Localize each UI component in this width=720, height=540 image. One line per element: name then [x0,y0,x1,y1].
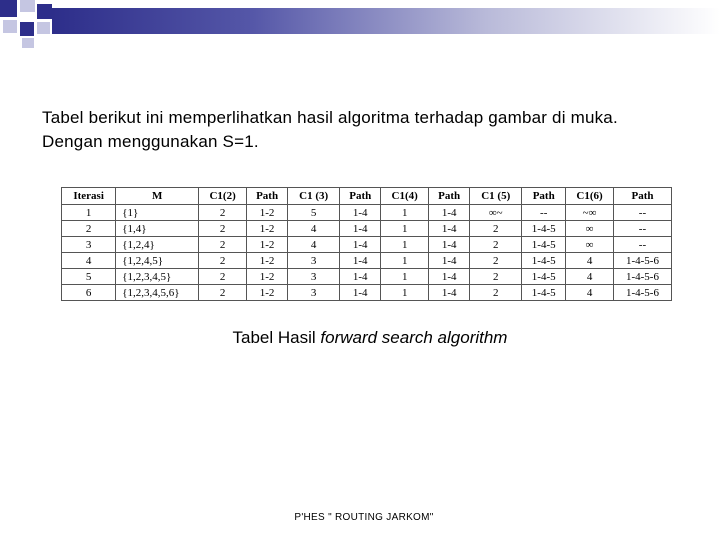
table-cell: 2 [470,253,522,269]
decor-square-light-1 [20,0,35,12]
table-cell: 1 [62,205,116,221]
table-cell: 1 [381,221,429,237]
table-cell: 4 [288,237,340,253]
table-cell: 1-4 [340,237,381,253]
table-cell: ∞ [566,221,614,237]
table-cell: {1} [116,205,199,221]
table-cell: 1-4-5-6 [613,285,671,301]
table-cell: 1-4 [429,253,470,269]
table-cell: 4 [566,269,614,285]
table-cell: 1-4-5-6 [613,269,671,285]
table-cell: 2 [470,269,522,285]
decor-square-light-2 [3,20,17,33]
header-cell: Path [522,188,566,205]
decor-square-dark-2 [37,4,52,19]
table-cell: 1-2 [246,205,287,221]
result-table [61,187,672,301]
header-cell: Path [613,188,671,205]
table-cell: ~∞ [566,205,614,221]
header-cell: Path [246,188,287,205]
table-cell: 1-2 [246,285,287,301]
table-cell: 2 [199,221,247,237]
caption-italic: forward search algorithm [320,328,508,347]
table-cell: 1-2 [246,253,287,269]
table-row [62,285,672,301]
decor-square-dark-1 [0,0,17,17]
table-cell: 5 [62,269,116,285]
footer-text: P'HES " ROUTING JARKOM" [294,512,434,523]
table-cell: -- [613,205,671,221]
table-cell: 1-4 [429,221,470,237]
header-cell: C1 (5) [470,188,522,205]
table-cell: {1,2,3,4,5,6} [116,285,199,301]
table-cell: 2 [199,285,247,301]
header-gradient-bar [52,8,720,34]
table-cell: {1,4} [116,221,199,237]
header-cell: Path [429,188,470,205]
table-cell: 3 [62,237,116,253]
table-cell: 1 [381,205,429,221]
table-cell: 1-4 [340,205,381,221]
table-cell: 1-2 [246,237,287,253]
decor-square-light-3 [37,22,50,34]
table-cell: 2 [199,205,247,221]
table-cell: 1-4 [340,253,381,269]
table-cell: 2 [199,237,247,253]
table-cell: 2 [199,253,247,269]
table-cell: 1 [381,285,429,301]
header-cell: M [116,188,199,205]
table-cell: 2 [62,221,116,237]
table-cell: {1,2,4} [116,237,199,253]
table-cell: 4 [288,221,340,237]
table-cell: ∞ [566,237,614,253]
header-cell: Path [340,188,381,205]
header-cell: C1(4) [381,188,429,205]
table-body [62,205,672,301]
table-cell: 1-4 [429,285,470,301]
table-cell: -- [613,221,671,237]
table-cell: 6 [62,285,116,301]
table-cell: -- [613,237,671,253]
table-cell: 1-4 [429,205,470,221]
decor-square-dark-3 [20,22,34,36]
table-cell: 1-4-5 [522,285,566,301]
table-header-row [62,188,672,205]
table-caption [0,328,720,348]
table-cell: {1,2,4,5} [116,253,199,269]
table-row [62,269,672,285]
table-cell: 1-4 [340,269,381,285]
table-cell: 5 [288,205,340,221]
table-cell: 2 [470,237,522,253]
intro-paragraph: Tabel berikut ini memperlihatkan hasil algoritma terhadap gambar di muka. Dengan menggunakan S=1. [42,108,618,151]
table-cell: 3 [288,285,340,301]
table-cell: 3 [288,269,340,285]
caption-prefix: Tabel Hasil [232,328,321,347]
table-cell: 1-4 [340,221,381,237]
table-cell: 1 [381,269,429,285]
table-cell: 1-4-5-6 [613,253,671,269]
table-row [62,237,672,253]
table-cell: 1-4 [429,237,470,253]
table-cell: {1,2,3,4,5} [116,269,199,285]
table-cell: 3 [288,253,340,269]
table-cell: 4 [62,253,116,269]
table-cell: 2 [470,221,522,237]
table-cell: -- [522,205,566,221]
table-cell: 1-4-5 [522,269,566,285]
table-cell: 1 [381,253,429,269]
table-cell: 4 [566,285,614,301]
decor-square-light-4 [22,38,34,48]
table-cell: 1-4 [340,285,381,301]
table-cell: 1-4 [429,269,470,285]
header-cell: Iterasi [62,188,116,205]
header-cell: C1 (3) [288,188,340,205]
header-cell: C1(6) [566,188,614,205]
table-row [62,205,672,221]
table-cell: 1-4-5 [522,221,566,237]
table-row [62,253,672,269]
table-cell: 4 [566,253,614,269]
table-cell: ∞~ [470,205,522,221]
table-cell: 1-4-5 [522,237,566,253]
table-cell: 1-2 [246,269,287,285]
table-row [62,221,672,237]
table-cell: 1-4-5 [522,253,566,269]
header-cell: C1(2) [199,188,247,205]
table-cell: 2 [199,269,247,285]
table-cell: 1-2 [246,221,287,237]
table-cell: 1 [381,237,429,253]
table-cell: 2 [470,285,522,301]
